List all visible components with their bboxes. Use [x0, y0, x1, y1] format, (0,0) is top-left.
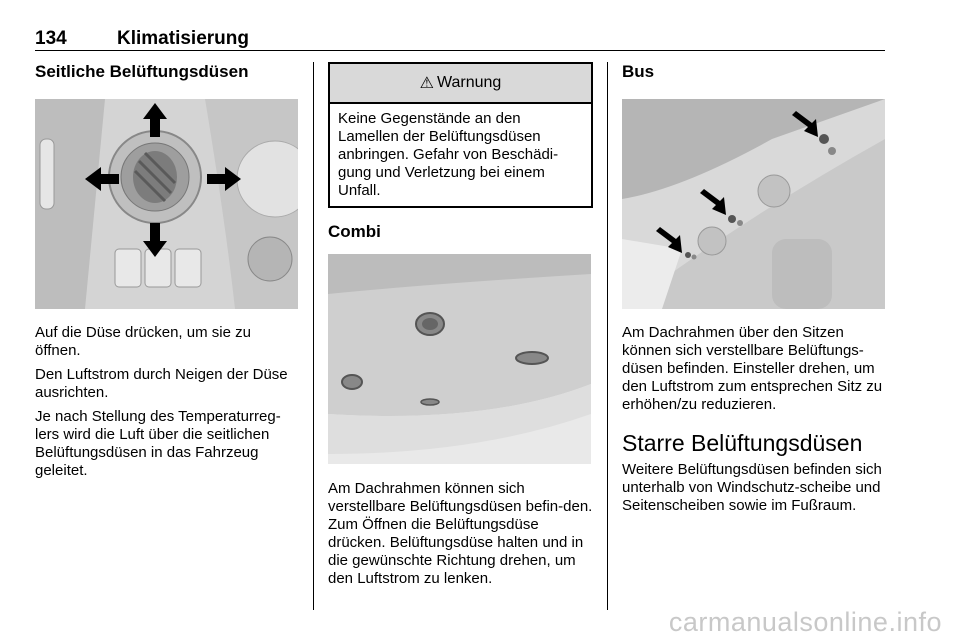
paragraph: Auf die Düse drücken, um sie zu öffnen. — [35, 324, 251, 359]
warning-title: Warnung — [437, 74, 502, 91]
watermark: carmanualsonline.info — [668, 607, 942, 637]
paragraph: Je nach Stellung des Temperaturreg-lers wird die Luft über die seitlichen Belüftungsdüsen in das Fahrzeug geleitet. — [35, 408, 281, 479]
warning-header — [330, 64, 591, 104]
roof-vents-bus-illustration — [622, 99, 885, 309]
column-divider — [313, 62, 314, 610]
column-side-vents — [35, 62, 300, 486]
column-combi — [328, 62, 593, 594]
column-bus — [622, 62, 887, 521]
warning-box — [328, 62, 593, 208]
page-number: 134 — [35, 28, 67, 49]
paragraph: Den Luftstrom durch Neigen der Düse ausrichten. — [35, 366, 288, 401]
paragraph: Am Dachrahmen über den Sitzen können sich verstellbare Belüftungs-düsen befinden. Einsteller drehen, um den Luftstrom zum entsprechen Sitz zu erhöhen/zu reduzieren. — [622, 324, 883, 413]
paragraph: Weitere Belüftungsdüsen befinden sich unterhalb von Windschutz-scheibe und Seitenscheiben sowie im Fußraum. — [622, 461, 882, 514]
section-heading-side-vents: Seitliche Belüftungsdüsen — [35, 62, 249, 81]
warning-icon: ⚠ — [419, 75, 434, 92]
section-heading-combi: Combi — [328, 222, 381, 241]
warning-text: Keine Gegenstände an den Lamellen der Belüftungsdüsen anbringen. Gefahr von Beschädi-gung und Verletzung bei einem Unfall. — [338, 110, 559, 199]
column-divider — [607, 62, 608, 610]
paragraph: Am Dachrahmen können sich verstellbare Belüftungsdüsen befin-den. Zum Öffnen die Belüftungsdüse drücken. Belüftungsdüse halten und in die gewünschte Richtung drehen, um den Luftstrom zu lenken. — [328, 480, 593, 587]
section-heading-fixed-vents: Starre Belüftungsdüsen — [622, 430, 863, 456]
section-heading-bus: Bus — [622, 62, 655, 81]
chapter-title: Klimatisierung — [117, 28, 249, 49]
side-air-vent-illustration — [35, 99, 298, 309]
roof-vents-combi-illustration — [328, 254, 591, 464]
page-header — [35, 28, 885, 51]
